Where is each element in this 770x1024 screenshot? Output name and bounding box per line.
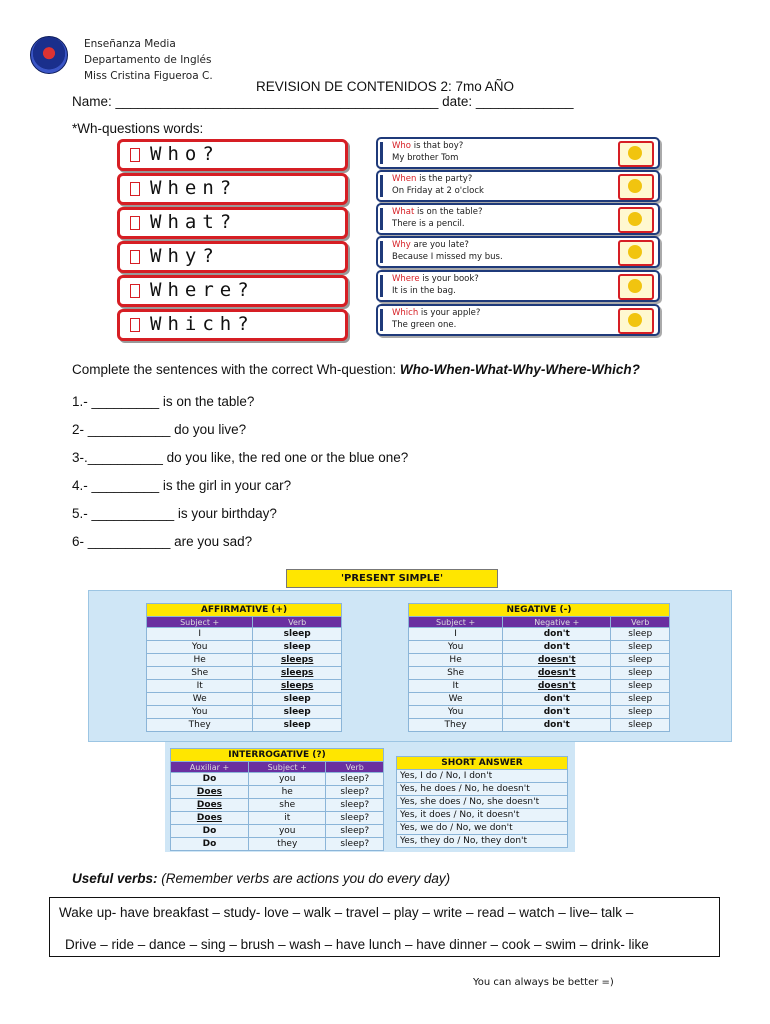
table-row: We don't sleep (409, 693, 670, 706)
table-row: They sleep (147, 719, 342, 732)
word-card (117, 173, 348, 205)
example-question: Where is your book? (392, 274, 479, 284)
table-row: Do you sleep? (171, 773, 384, 786)
table-row: I sleep (147, 628, 342, 641)
exercise-item: 3-.__________ do you like, the red one or the blue one? (72, 450, 409, 465)
verbs-line: Drive – ride – dance – sing – brush – wash – have lunch – have dinner – cook – swim – drink- like (65, 937, 649, 952)
example-answer: My brother Tom (392, 153, 459, 163)
example-answer: There is a pencil. (392, 219, 465, 229)
table-row: Yes, they do / No, they don't (397, 835, 568, 848)
useful-verbs-heading: Useful verbs: (Remember verbs are actions you do every day) (72, 871, 451, 886)
table-row: You don't sleep (409, 706, 670, 719)
table-row: It doesn't sleep (409, 680, 670, 693)
table-header: Verb (253, 617, 342, 628)
example-question: Why are you late? (392, 240, 469, 250)
party-illustration-icon (618, 174, 654, 200)
example-card (376, 137, 660, 169)
exercise-item: 1.- _________ is on the table? (72, 394, 255, 409)
page-title: REVISION DE CONTENIDOS 2: 7mo AÑO (255, 79, 515, 94)
short-answer-table (396, 756, 568, 848)
school-line: Miss Cristina Figueroa C. (84, 70, 213, 82)
table-title: SHORT ANSWER (397, 757, 568, 770)
example-card (376, 236, 660, 268)
example-card (376, 304, 660, 336)
table-row: Yes, I do / No, I don't (397, 770, 568, 783)
table-row: Do you sleep? (171, 825, 384, 838)
word-card-text: When? (150, 177, 238, 199)
bag-illustration-icon (618, 274, 654, 300)
example-answer: It is in the bag. (392, 286, 456, 296)
table-row: He doesn't sleep (409, 654, 670, 667)
exercise-item: 4.- _________ is the girl in your car? (72, 478, 292, 493)
table-row: We sleep (147, 693, 342, 706)
example-answer: The green one. (392, 320, 457, 330)
table-row: You don't sleep (409, 641, 670, 654)
table-title: INTERROGATIVE (?) (171, 749, 384, 762)
table-row: Does she sleep? (171, 799, 384, 812)
table-header: Negative + (503, 617, 611, 628)
school-info (84, 36, 213, 84)
affirmative-table (146, 603, 342, 732)
example-card (376, 170, 660, 202)
exercise-item: 5.- ___________ is your birthday? (72, 506, 277, 521)
word-card (117, 139, 348, 171)
boy-illustration-icon (618, 141, 654, 167)
example-answer: Because I missed my bus. (392, 252, 503, 262)
exercise-item: 2- ___________ do you live? (72, 422, 247, 437)
word-card-text: Where? (150, 279, 255, 301)
word-card-text: Why? (150, 245, 220, 267)
wh-options: Who-When-What-Why-Where-Which? (399, 362, 640, 377)
apple-illustration-icon (618, 308, 654, 334)
interrogative-table (170, 748, 384, 851)
example-card (376, 270, 660, 302)
example-card (376, 203, 660, 235)
word-card (117, 241, 348, 273)
table-row: She doesn't sleep (409, 667, 670, 680)
table-title: AFFIRMATIVE (+) (147, 604, 342, 617)
school-line: Enseñanza Media (84, 38, 176, 50)
table-row: Do they sleep? (171, 838, 384, 851)
word-card (117, 207, 348, 239)
word-card-text: What? (150, 211, 238, 233)
table-row: Yes, she does / No, she doesn't (397, 796, 568, 809)
table-row: She sleeps (147, 667, 342, 680)
exercise-item: 6- ___________ are you sad? (72, 534, 253, 549)
example-question: When is the party? (392, 174, 473, 184)
table-row: You sleep (147, 706, 342, 719)
table-header: Subject + (409, 617, 503, 628)
wh-words-label: *Wh-questions words: (72, 121, 204, 136)
table-row: You sleep (147, 641, 342, 654)
name-date-line: Name: ___________________________________________ date: _____________ (72, 94, 574, 109)
footer-message: You can always be better =) (473, 977, 614, 988)
school-line: Departamento de Inglés (84, 54, 212, 66)
table-row: It sleeps (147, 680, 342, 693)
table-header: Subject + (147, 617, 253, 628)
word-card-text: Which? (150, 313, 255, 335)
school-logo (30, 36, 68, 74)
table-row: Yes, we do / No, we don't (397, 822, 568, 835)
table-header: Verb (326, 762, 384, 773)
table-row: I don't sleep (409, 628, 670, 641)
table-row: Does it sleep? (171, 812, 384, 825)
table-row: He sleeps (147, 654, 342, 667)
table-header: Auxiliar + (171, 762, 249, 773)
table-row: Yes, it does / No, it doesn't (397, 809, 568, 822)
word-card (117, 275, 348, 307)
word-card-text: Who? (150, 143, 220, 165)
example-question: What is on the table? (392, 207, 483, 217)
bus-illustration-icon (618, 240, 654, 266)
negative-table (408, 603, 670, 732)
table-header: Verb (611, 617, 670, 628)
present-simple-banner: 'PRESENT SIMPLE' (286, 569, 498, 588)
example-question: Who is that boy? (392, 141, 464, 151)
example-question: Which is your apple? (392, 308, 481, 318)
table-row: They don't sleep (409, 719, 670, 732)
table-header: Subject + (248, 762, 326, 773)
pencil-illustration-icon (618, 207, 654, 233)
table-row: Yes, he does / No, he doesn't (397, 783, 568, 796)
table-row: Does he sleep? (171, 786, 384, 799)
table-title: NEGATIVE (-) (409, 604, 670, 617)
word-card (117, 309, 348, 341)
verbs-line: Wake up- have breakfast – study- love – walk – travel – play – write – read – watch – live– talk – (59, 905, 634, 920)
example-answer: On Friday at 2 o'clock (392, 186, 484, 196)
exercise-instruction: Complete the sentences with the correct Wh-question: Who-When-What-Why-Where-Which? (72, 362, 640, 377)
